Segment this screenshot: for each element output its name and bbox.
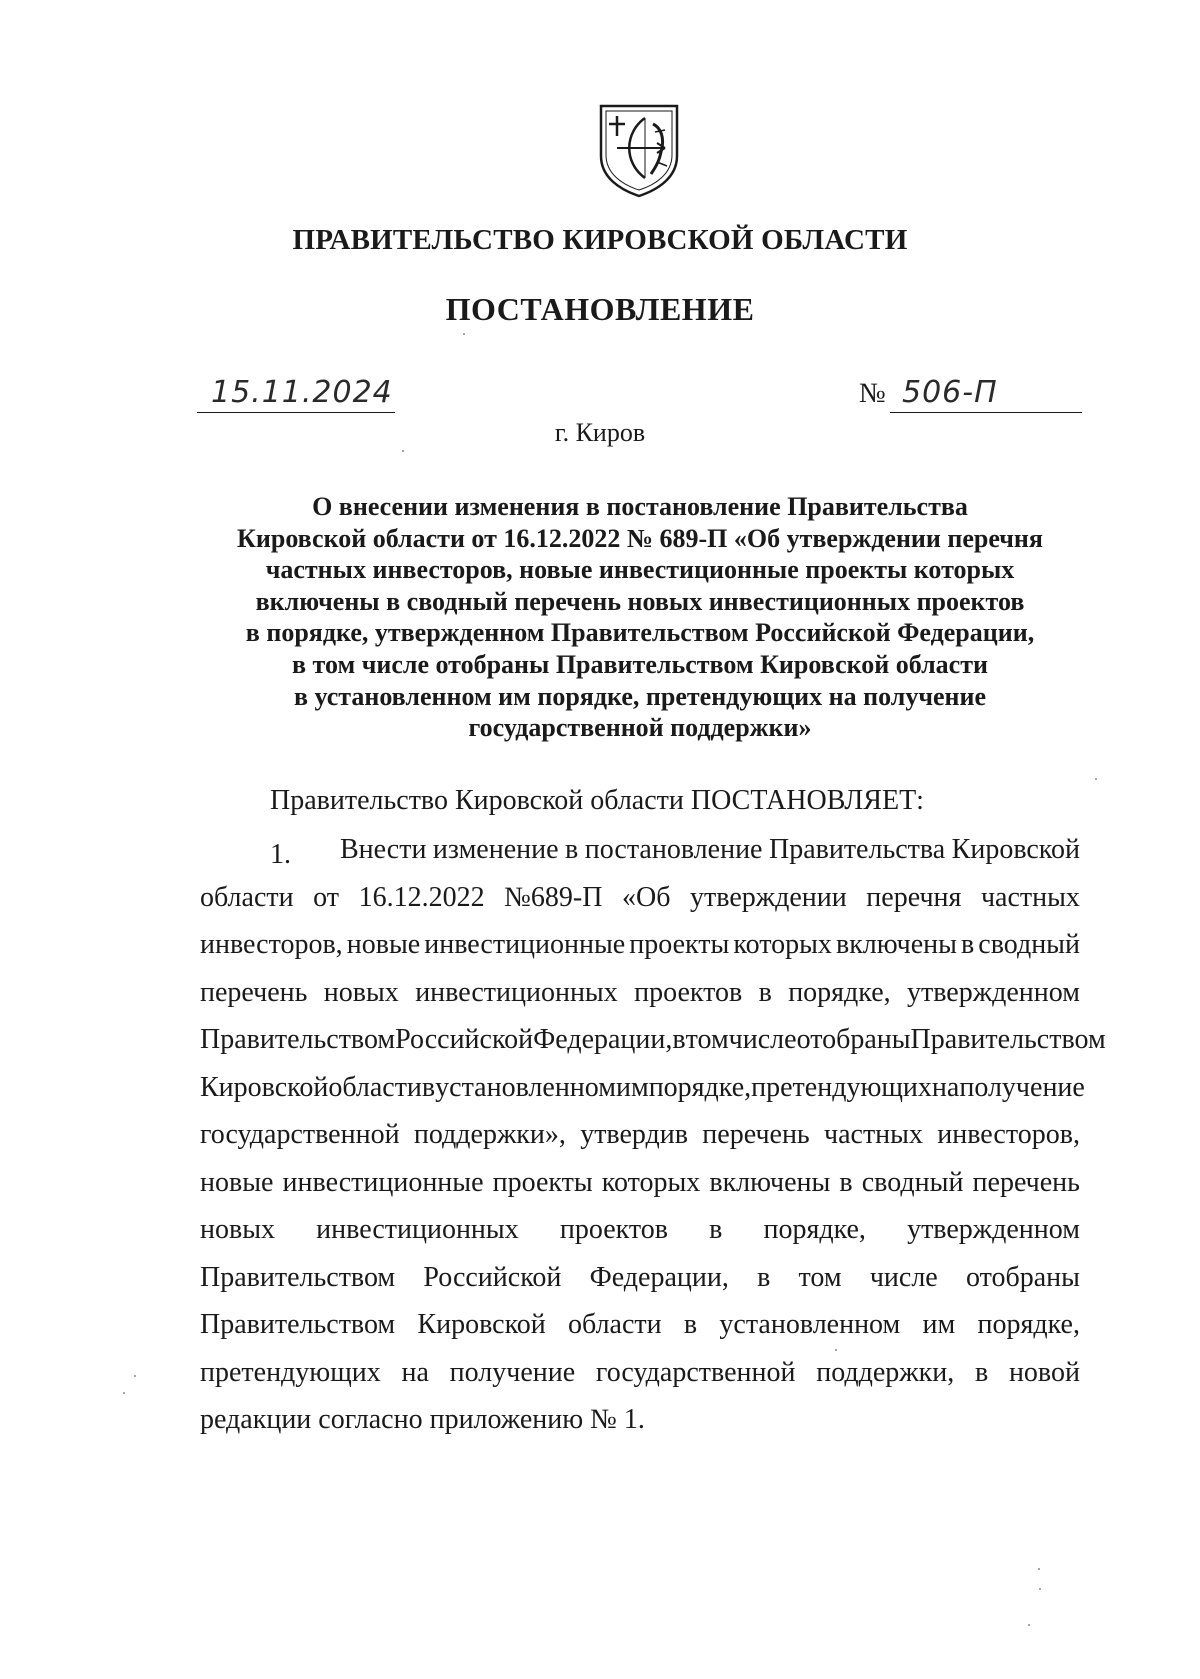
word: Российской xyxy=(423,1261,562,1293)
word: в xyxy=(757,1261,771,1293)
word: им xyxy=(922,1309,956,1340)
scan-speck xyxy=(463,333,465,335)
paragraph-line xyxy=(200,1159,1080,1207)
organization-name: ПРАВИТЕЛЬСТВО КИРОВСКОЙ ОБЛАСТИ xyxy=(292,224,908,256)
word: в xyxy=(565,834,579,865)
word: новые xyxy=(200,1166,274,1198)
word: установленном xyxy=(719,1309,901,1340)
paragraph-line xyxy=(200,874,1080,922)
word: включены xyxy=(835,929,957,960)
word: Правительством xyxy=(200,1309,396,1340)
title-line: Кировской области от 16.12.2022 № 689-П «Об утверждении перечня xyxy=(237,523,1043,553)
word: Федерации, xyxy=(589,1261,729,1293)
word: поддержки», xyxy=(413,1119,566,1150)
word: Российской xyxy=(395,1024,534,1055)
paragraph-line xyxy=(200,1064,1085,1112)
word: инвесторов, xyxy=(200,929,343,960)
scan-speck xyxy=(123,1392,125,1394)
word: новой xyxy=(1008,1356,1080,1388)
date-field xyxy=(197,372,395,413)
word: 16.12.2022 xyxy=(358,881,485,913)
paragraph-number: 1. xyxy=(270,839,291,870)
word: претендующих xyxy=(751,1071,932,1103)
word: Кировской xyxy=(417,1309,546,1340)
word: порядке, xyxy=(648,1071,752,1103)
title-line: включены в сводный перечень новых инвестиционных проектов xyxy=(255,586,1025,616)
paragraph-line xyxy=(200,1254,1080,1302)
word: перечня xyxy=(866,881,962,913)
paragraph-line xyxy=(200,969,1080,1017)
word: на xyxy=(401,1356,429,1388)
word: в xyxy=(683,1309,698,1340)
word: от xyxy=(313,881,340,913)
title-line: в том числе отобраны Правительством Кировской области xyxy=(292,649,988,679)
word: новые xyxy=(346,929,421,960)
word: государственной xyxy=(200,1119,400,1150)
word: поддержки, xyxy=(816,1356,955,1388)
scan-speck xyxy=(134,1375,136,1377)
word: постановление xyxy=(584,834,763,865)
word: перечень xyxy=(972,1166,1080,1198)
word: получение xyxy=(449,1356,576,1388)
word: проекты xyxy=(492,1166,593,1198)
word: утвержденном xyxy=(907,1214,1080,1245)
word: Внести xyxy=(340,834,427,865)
word: порядке, xyxy=(763,1214,866,1245)
word: отобраны xyxy=(796,1024,911,1055)
title-line: государственной поддержки» xyxy=(468,713,812,743)
word: им xyxy=(615,1071,649,1103)
word: инвестиционных xyxy=(316,1214,519,1245)
scan-speck xyxy=(1039,1588,1041,1590)
word: Кировской xyxy=(200,1071,329,1103)
word: Правительством xyxy=(910,1024,1106,1055)
document-title xyxy=(200,491,1080,744)
word: Правительства xyxy=(768,834,946,865)
word: области xyxy=(328,1071,422,1103)
word: том xyxy=(685,1024,729,1055)
word: инвесторов, xyxy=(937,1119,1080,1150)
paragraph-line xyxy=(200,1206,1080,1254)
document-type: ПОСТАНОВЛЕНИЕ xyxy=(445,291,755,327)
word: «Об xyxy=(622,881,671,913)
word: претендующих xyxy=(200,1356,381,1388)
word: частных xyxy=(980,881,1080,913)
word: области xyxy=(200,881,294,913)
paragraph-line xyxy=(200,1301,1080,1349)
word: в xyxy=(974,1356,989,1388)
scan-speck xyxy=(1028,1624,1030,1626)
paragraph-body xyxy=(200,826,1106,1444)
word: порядке, xyxy=(977,1309,1080,1340)
word: частных xyxy=(824,1119,923,1150)
paragraph-line xyxy=(200,1111,1080,1159)
word: в xyxy=(758,976,772,1008)
word: в xyxy=(709,1214,723,1245)
word: сводный xyxy=(978,929,1080,960)
title-line: частных инвесторов, новые инвестиционные проекты которых xyxy=(265,555,1015,585)
title-line: О внесении изменения в постановление Правительства xyxy=(312,492,968,521)
scan-speck xyxy=(1038,1568,1040,1570)
word: установленном xyxy=(435,1071,616,1103)
word: инвестиционные xyxy=(282,1166,484,1198)
scan-speck xyxy=(835,1349,837,1351)
word: области xyxy=(568,1309,662,1340)
word: утвердив xyxy=(580,1119,688,1150)
word: №689-П xyxy=(504,881,603,913)
title-line: в порядке, утвержденном Правительством Российской Федерации, xyxy=(245,618,1035,648)
word: Правительством xyxy=(200,1024,396,1055)
word: новых xyxy=(323,976,399,1008)
word: на xyxy=(931,1071,960,1103)
word: в xyxy=(672,1024,686,1055)
word: которых xyxy=(733,929,832,960)
word: Кировской xyxy=(951,834,1080,865)
word: сводный xyxy=(861,1166,964,1198)
word: Правительством xyxy=(200,1261,396,1293)
scan-speck xyxy=(1095,778,1097,780)
paragraph-line xyxy=(200,826,1080,874)
title-line: в установленном им порядке, претендующих на получение xyxy=(293,681,987,711)
number-value: 506-П xyxy=(902,375,998,410)
coat-of-arms-icon xyxy=(595,102,683,198)
word: отобраны xyxy=(965,1261,1080,1293)
word: проектов xyxy=(634,976,743,1008)
word: в xyxy=(421,1071,436,1103)
word: перечень xyxy=(702,1119,810,1150)
paragraph-line xyxy=(200,921,1080,969)
word: утверждении xyxy=(690,881,847,913)
paragraph-line xyxy=(200,1349,1080,1397)
word: которых xyxy=(601,1166,701,1198)
word: инвестиционных xyxy=(415,976,618,1008)
city: г. Киров xyxy=(554,418,646,447)
word: том xyxy=(798,1261,842,1293)
word: Федерации, xyxy=(533,1024,673,1055)
paragraph-line xyxy=(200,1016,1106,1064)
date-value: 15.11.2024 xyxy=(211,375,393,410)
word: числе xyxy=(869,1261,938,1293)
word: новых xyxy=(200,1214,276,1245)
word: в xyxy=(839,1166,853,1198)
word: утвержденном xyxy=(907,976,1080,1008)
number-prefix: № xyxy=(859,378,886,409)
word: перечень xyxy=(200,976,308,1008)
word: инвестиционные xyxy=(424,929,626,960)
word: в xyxy=(961,929,975,960)
word: числе xyxy=(728,1024,797,1055)
paragraph-line: редакции согласно приложению № 1. xyxy=(200,1404,645,1435)
word: проекты xyxy=(629,929,730,960)
word: получение xyxy=(959,1071,1085,1103)
decree-statement: Правительство Кировской области ПОСТАНОВЛЯЕТ: xyxy=(270,785,924,816)
scan-speck xyxy=(402,450,404,452)
word: включены xyxy=(709,1166,831,1198)
number-field xyxy=(890,372,1082,413)
word: изменение xyxy=(432,834,559,865)
word: проектов xyxy=(559,1214,668,1245)
word: государственной xyxy=(595,1356,796,1388)
word: порядке, xyxy=(788,976,891,1008)
